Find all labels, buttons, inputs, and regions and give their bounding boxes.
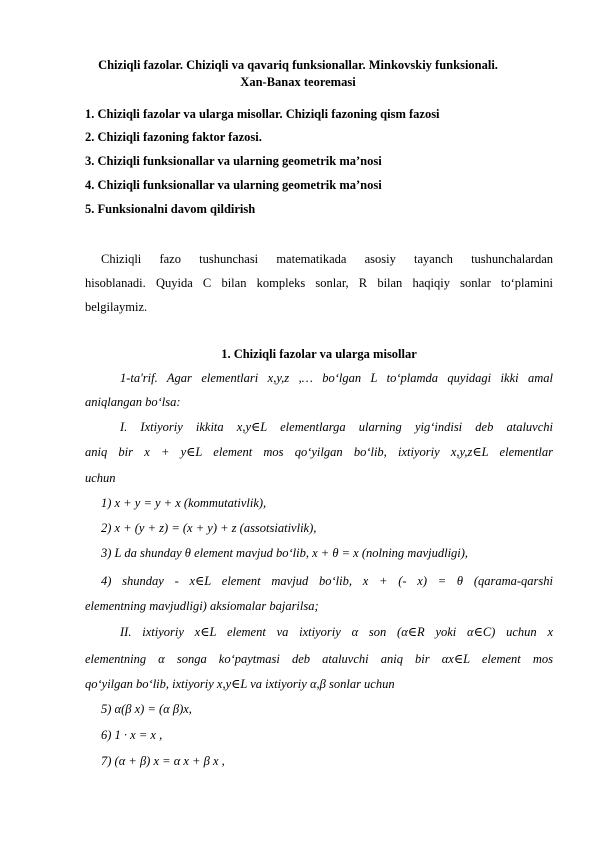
definition-line-3: I. Ixtiyoriy ikkita x,y∈L elementlarga ularning yig‘indisi deb ataluvchi bbox=[120, 420, 553, 434]
axiom-4-continued: elementning mavjudligi) aksiomalar bajarilsa; bbox=[85, 599, 319, 613]
axiom-2: 2) x + (y + z) = (x + y) + z (assotsiativlik), bbox=[101, 521, 317, 535]
axiom-6: 6) 1 · x = x , bbox=[101, 728, 163, 742]
axiom-1: 1) x + y = y + x (kommutativlik), bbox=[101, 496, 267, 510]
definition-line-2: aniqlangan bo‘lsa: bbox=[85, 395, 181, 409]
axiom-3: 3) L da shunday θ element mavjud bo‘lib, x + θ = x (nolning mavjudligi), bbox=[101, 546, 469, 560]
definition-line-4: aniq bir x + y∈L element mos qo‘yilgan bo‘lib, ixtiyoriy x,y,z∈L elementlar bbox=[85, 445, 553, 459]
axiom-5: 5) α(β x) = (α β)x, bbox=[101, 702, 192, 716]
part2-line-1: II. ixtiyoriy x∈L element va ixtiyoriy α son (α∈R yoki α∈C) uchun x bbox=[120, 625, 553, 639]
intro-line-1: Chiziqli fazo tushunchasi matematikada asosiy tayanch tushunchalardan bbox=[101, 252, 553, 266]
axiom-7: 7) (α + β) x = α x + β x , bbox=[101, 754, 225, 768]
toc-item-2: 2. Chiziqli fazoning faktor fazosi. bbox=[85, 130, 262, 144]
toc-item-1: 1. Chiziqli fazolar va ularga misollar. Chiziqli fazoning qism fazosi bbox=[85, 107, 440, 121]
document-title-line-2: Xan-Banax teoremasi bbox=[240, 75, 356, 89]
definition-line-5: uchun bbox=[85, 471, 116, 485]
definition-line-1: 1-ta'rif. Agar elementlari x,y,z ,… bo‘lgan L to‘plamda quyidagi ikki amal bbox=[120, 371, 553, 385]
part2-line-3: qo‘yilgan bo‘lib, ixtiyoriy x,y∈L va ixtiyoriy α,β sonlar uchun bbox=[85, 677, 395, 691]
document-title-line-1: Chiziqli fazolar. Chiziqli va qavariq funksionallar. Minkovskiy funksionali. bbox=[98, 58, 498, 72]
toc-item-3: 3. Chiziqli funksionallar va ularning geometrik ma’nosi bbox=[85, 154, 382, 168]
intro-line-3: belgilaymiz. bbox=[85, 300, 148, 314]
axiom-4: 4) shunday - x∈L element mavjud bo‘lib, x + (- x) = θ (qarama-qarshi bbox=[101, 574, 553, 588]
toc-item-5: 5. Funksionalni davom qildirish bbox=[85, 202, 256, 216]
toc-item-4: 4. Chiziqli funksionallar va ularning geometrik ma’nosi bbox=[85, 178, 382, 192]
section-heading: 1. Chiziqli fazolar va ularga misollar bbox=[221, 347, 417, 361]
part2-line-2: elementning α songa ko‘paytmasi deb ataluvchi aniq bir αx∈L element mos bbox=[85, 652, 553, 666]
intro-line-2: hisoblanadi. Quyida C bilan kompleks sonlar, R bilan haqiqiy sonlar to‘plamini bbox=[85, 276, 553, 290]
